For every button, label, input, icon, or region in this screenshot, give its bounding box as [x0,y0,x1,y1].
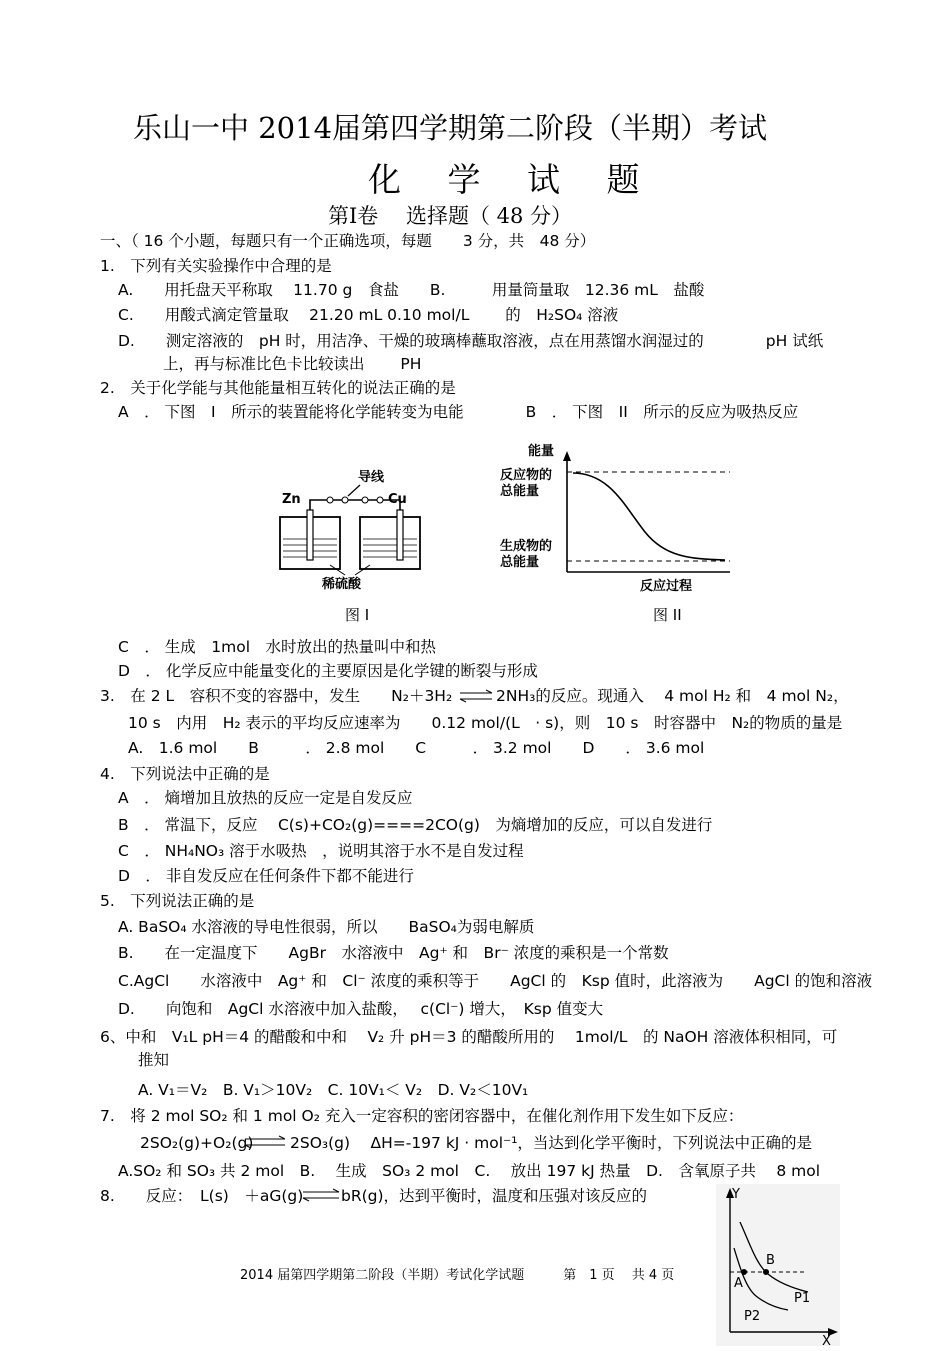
figure-1-galvanic-cell [270,455,440,630]
q7-line-2b: 2SO₃(g) ΔH=-197 kJ · mol⁻¹，当达到化学平衡时，下列说法中正确的是 [290,1134,812,1152]
equilibrium-arrow-icon [301,1188,341,1202]
q1-option-d-cont: 上，再与标准比色卡比较读出 PH [163,355,422,373]
section-heading: 一、（ 16 个小题，每题只有一个正确选项，每题 3 分，共 48 分） [100,232,596,250]
q3-options: A. 1.6 mol B ． 2.8 mol C ． 3.2 mol D ． 3.6 mol [128,739,705,757]
q1-option-d: D. 测定溶液的 pH 时，用洁净、干燥的玻璃棒蘸取溶液，点在用蒸馏水润湿过的 pH 试纸 [118,332,824,350]
q5-option-c: C.AgCl 水溶液中 Ag⁺ 和 Cl⁻ 浓度的乘积等于 AgCl 的 Ksp 值时，此溶液为 AgCl 的饱和溶液 [118,972,873,990]
part-title: 第Ⅰ卷 选择题（ 48 分） [328,204,573,228]
q8-line-1b: bR(g)，达到平衡时，温度和压强对该反应的 [341,1187,648,1205]
q5-option-d: D. 向饱和 AgCl 水溶液中加入盐酸， c(Cl⁻) 增大， Ksp 值变大 [118,1000,604,1018]
figure-2-energy-diagram [495,437,745,630]
q2-option-ab: A ． 下图 I 所示的装置能将化学能转变为电能 B ． 下图 II 所示的反应为吸热反应 [118,403,799,421]
q5-option-a: A. BaSO₄ 水溶液的导电性很弱，所以 BaSO₄为弱电解质 [118,918,535,936]
q6-line-2: 推知 [138,1051,170,1069]
fig2-caption: 图 II [653,606,682,624]
q3-line-2: 10 s 内用 H₂ 表示的平均反应速率为 0.12 mol/(L · s)，则 10 s 时容器中 N₂的物质的量是 [128,714,843,732]
q1-option-c: C. 用酸式滴定管量取 21.20 mL 0.10 mol/L 的 H₂SO₄ 溶液 [118,306,619,324]
q1-stem: 1. 下列有关实验操作中合理的是 [100,257,332,275]
fig3-x-label: X [822,1334,831,1346]
q4-option-c: C ． NH₄NO₃ 溶于水吸热 ，说明其溶于水不是自发过程 [118,842,524,860]
q4-stem: 4. 下列说法中正确的是 [100,765,270,783]
q4-option-b: B ． 常温下，反应 C(s)+CO₂(g)====2CO(g) 为熵增加的反应，可以自发进行 [118,816,713,834]
fig1-wire-label: 导线 [358,470,385,485]
q5-stem: 5. 下列说法正确的是 [100,892,255,910]
q6-line-1: 6、中和 V₁L pH＝4 的醋酸和中和 V₂ 升 pH＝3 的醋酸所用的 1mol/L 的 NaOH 溶液体积相同，可 [100,1028,838,1046]
q4-option-d: D ． 非自发反应在任何条件下都不能进行 [118,867,414,885]
fig1-caption: 图 I [345,606,370,624]
equilibrium-arrow-icon [458,689,494,703]
fig2-reactant-label-1: 反应物的 [500,468,553,483]
q3-line-1a: 3. 在 2 L 容积不变的容器中，发生 N₂＋3H₂ [100,687,453,705]
fig3-p2-label: P2 [744,1309,761,1324]
fig1-cu-label: Cu [388,492,407,507]
q7-options: A.SO₂ 和 SO₃ 共 2 mol B. 生成 SO₃ 2 mol C. 放出 197 kJ 热量 D. 含氧原子共 8 mol [118,1162,821,1180]
fig3-b-label: B [766,1253,775,1268]
fig3-a-label: A [734,1276,743,1291]
q5-option-b: B. 在一定温度下 AgBr 水溶液中 Ag⁺ 和 Br⁻ 浓度的乘积是一个常数 [118,944,669,962]
q6-options: A. V₁＝V₂ B. V₁＞10V₂ C. 10V₁＜ V₂ D. V₂＜10V₁ [138,1081,529,1099]
q7-line-2a: 2SO₂(g)+O₂(g) [140,1134,254,1152]
q4-option-a: A ． 熵增加且放热的反应一定是自发反应 [118,789,413,807]
fig2-product-label-1: 生成物的 [500,539,553,554]
q8-line-1a: 8. 反应： L(s) ＋aG(g) [100,1187,304,1205]
fig2-product-label-2: 总能量 [500,555,540,570]
equilibrium-arrow-icon [243,1135,287,1149]
fig3-p1-label: P1 [794,1291,811,1306]
fig1-acid-label: 稀硫酸 [322,577,362,592]
fig2-energy-label: 能量 [528,444,555,459]
fig2-xaxis-label: 反应过程 [640,579,693,594]
q2-option-d: D ． 化学反应中能量变化的主要原因是化学键的断裂与形成 [118,662,538,680]
figure-3-pressure-curves [716,1184,840,1346]
q2-option-c: C ． 生成 1mol 水时放出的热量叫中和热 [118,638,437,656]
q3-line-1b: 2NH₃的反应。现通入 4 mol H₂ 和 4 mol N₂， [496,687,849,705]
fig1-zn-label: Zn [282,492,301,507]
page-title: 乐山一中 2014届第四学期第二阶段（半期）考试 [133,111,768,145]
subject-title: 化 学 试 题 [368,160,658,199]
fig2-reactant-label-2: 总能量 [500,484,540,499]
q1-option-ab: A. 用托盘天平称取 11.70 g 食盐 B. 用量筒量取 12.36 mL 盐酸 [118,281,705,299]
page-footer: 2014 届第四学期第二阶段（半期）考试化学试题 第 1 页 共 4 页 [240,1268,675,1283]
q7-line-1: 7. 将 2 mol SO₂ 和 1 mol O₂ 充入一定容积的密闭容器中，在催化剂作用下发生如下反应： [100,1107,744,1125]
q2-stem: 2. 关于化学能与其他能量相互转化的说法正确的是 [100,379,456,397]
fig3-y-label: Y [732,1187,740,1202]
